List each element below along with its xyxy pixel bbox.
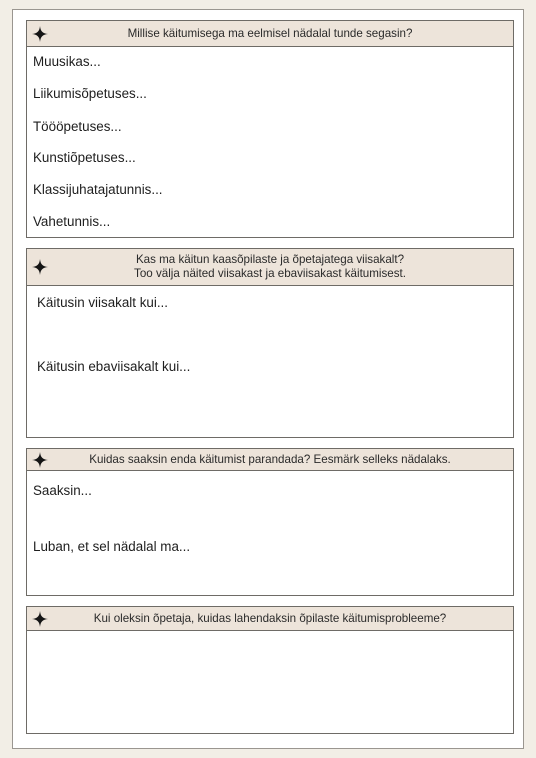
section-teacher-perspective — [26, 606, 514, 734]
writing-prompt: Kunstiõpetuses... — [33, 150, 136, 165]
section-header — [27, 249, 513, 286]
worksheet-page — [12, 9, 524, 749]
sparkle-icon — [32, 259, 48, 275]
writing-prompt: Käitusin ebaviisakalt kui... — [37, 359, 191, 374]
writing-prompt: Muusikas... — [33, 54, 101, 69]
sparkle-icon — [32, 452, 48, 468]
writing-prompt: Liikumisõpetuses... — [33, 86, 147, 101]
writing-prompt: Luban, et sel nädalal ma... — [33, 539, 191, 554]
writing-prompt: Vahetunnis... — [33, 214, 111, 229]
section-header-text: Kuidas saaksin enda käitumist parandada? Eesmärk selleks nädalaks. — [89, 452, 451, 466]
section-disruptive-behaviour — [26, 20, 514, 238]
writing-prompt: Käitusin viisakalt kui... — [37, 295, 168, 310]
section-header — [27, 607, 513, 631]
section-header-text: Millise käitumisega ma eelmisel nädalal tunde segasin? — [127, 26, 413, 40]
sparkle-icon — [32, 26, 48, 42]
section-header — [27, 21, 513, 47]
writing-prompt: Töööpetuses... — [33, 119, 122, 134]
section-header — [27, 449, 513, 471]
writing-prompt: Klassijuhatajatunnis... — [33, 182, 163, 197]
writing-prompt: Saaksin... — [33, 483, 92, 498]
section-header-text: Kui oleksin õpetaja, kuidas lahendaksin õpilaste käitumisprobleeme? — [93, 611, 447, 625]
section-improvement-goal — [26, 448, 514, 596]
writing-area — [27, 631, 513, 731]
sparkle-icon — [32, 611, 48, 627]
section-polite-behaviour — [26, 248, 514, 438]
section-header-line: Kas ma käitun kaasõpilaste ja õpetajatega viisakalt? — [135, 253, 405, 266]
section-header-line: Too välja näited viisakast ja ebaviisakast käitumisest. — [134, 267, 406, 280]
